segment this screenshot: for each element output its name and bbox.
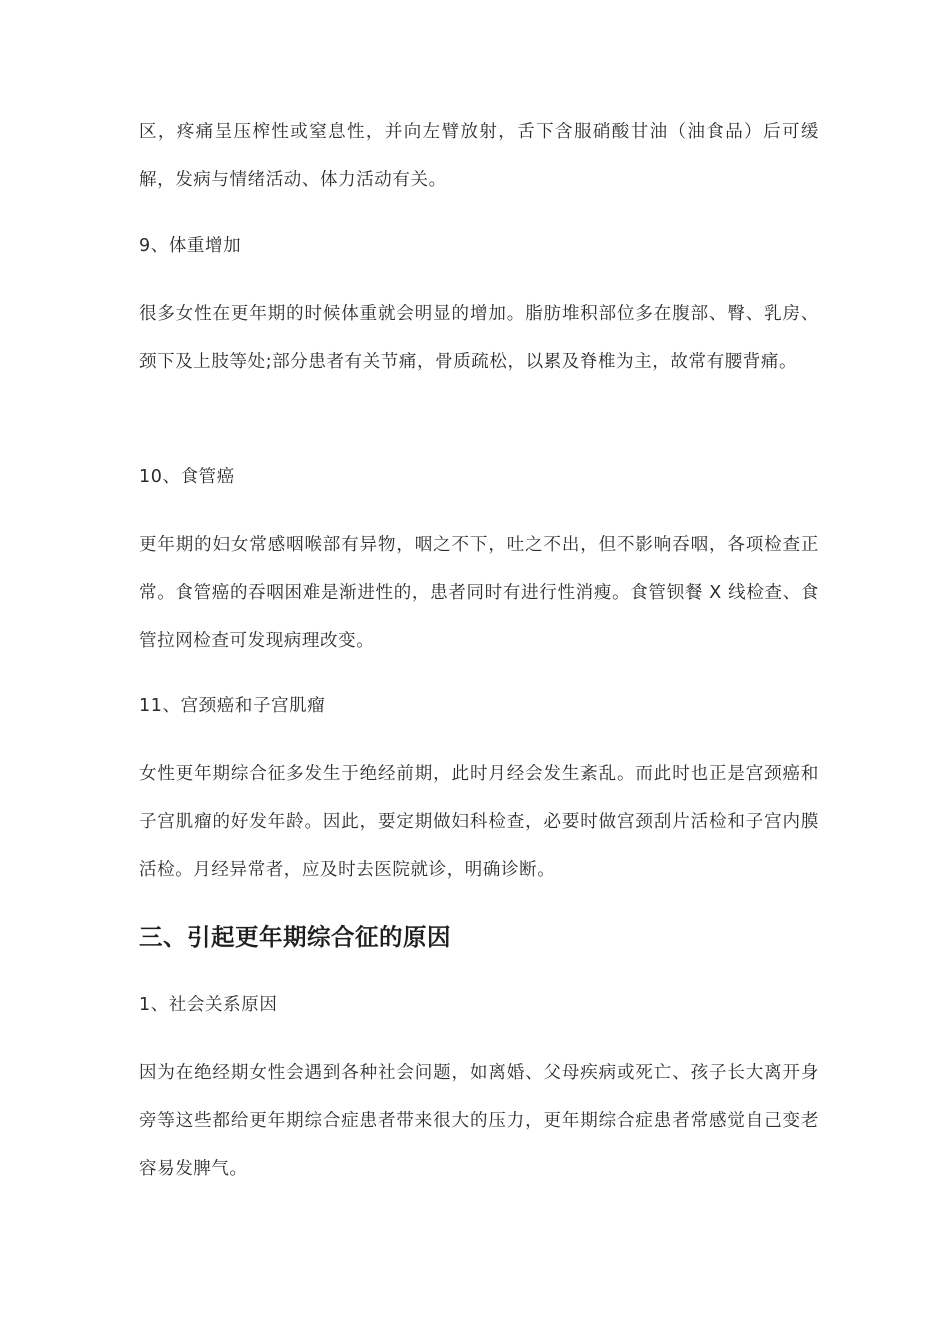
paragraph-weight-gain: 很多女性在更年期的时候体重就会明显的增加。脂肪堆积部位多在腹部、臀、乳房、颈下及上肢等处;部分患者有关节痛，骨质疏松，以累及脊椎为主，故常有腰背痛。 — [139, 304, 819, 372]
subheading-weight-gain: 9、体重增加 — [139, 236, 242, 256]
subheading-social-relations: 1、社会关系原因 — [139, 995, 278, 1015]
section-heading-causes: 三、引起更年期综合征的原因 — [139, 923, 451, 951]
paragraph-social-relations: 因为在绝经期女性会遇到各种社会问题，如离婚、父母疾病或死亡、孩子长大离开身旁等这些都给更年期综合症患者带来很大的压力，更年期综合症患者常感觉自己变老容易发脾气。 — [139, 1063, 819, 1179]
subheading-esophageal-cancer: 10、食管癌 — [139, 467, 235, 487]
paragraph-angina-continuation: 区，疼痛呈压榨性或窒息性，并向左臂放射，舌下含服硝酸甘油（油食品）后可缓解，发病与情绪活动、体力活动有关。 — [139, 122, 819, 190]
paragraph-cervical-cancer-fibroids: 女性更年期综合征多发生于绝经前期，此时月经会发生紊乱。而此时也正是宫颈癌和子宫肌瘤的好发年龄。因此，要定期做妇科检查，必要时做宫颈刮片活检和子宫内膜活检。月经异常者，应及时去医院就诊，明确诊断。 — [139, 764, 819, 880]
subheading-cervical-cancer-fibroids: 11、宫颈癌和子宫肌瘤 — [139, 696, 326, 716]
paragraph-esophageal-cancer: 更年期的妇女常感咽喉部有异物，咽之不下，吐之不出，但不影响吞咽，各项检查正常。食管癌的吞咽困难是渐进性的，患者同时有进行性消瘦。食管钡餐 X 线检查、食管拉网检查可发现病理改变。 — [139, 535, 819, 651]
